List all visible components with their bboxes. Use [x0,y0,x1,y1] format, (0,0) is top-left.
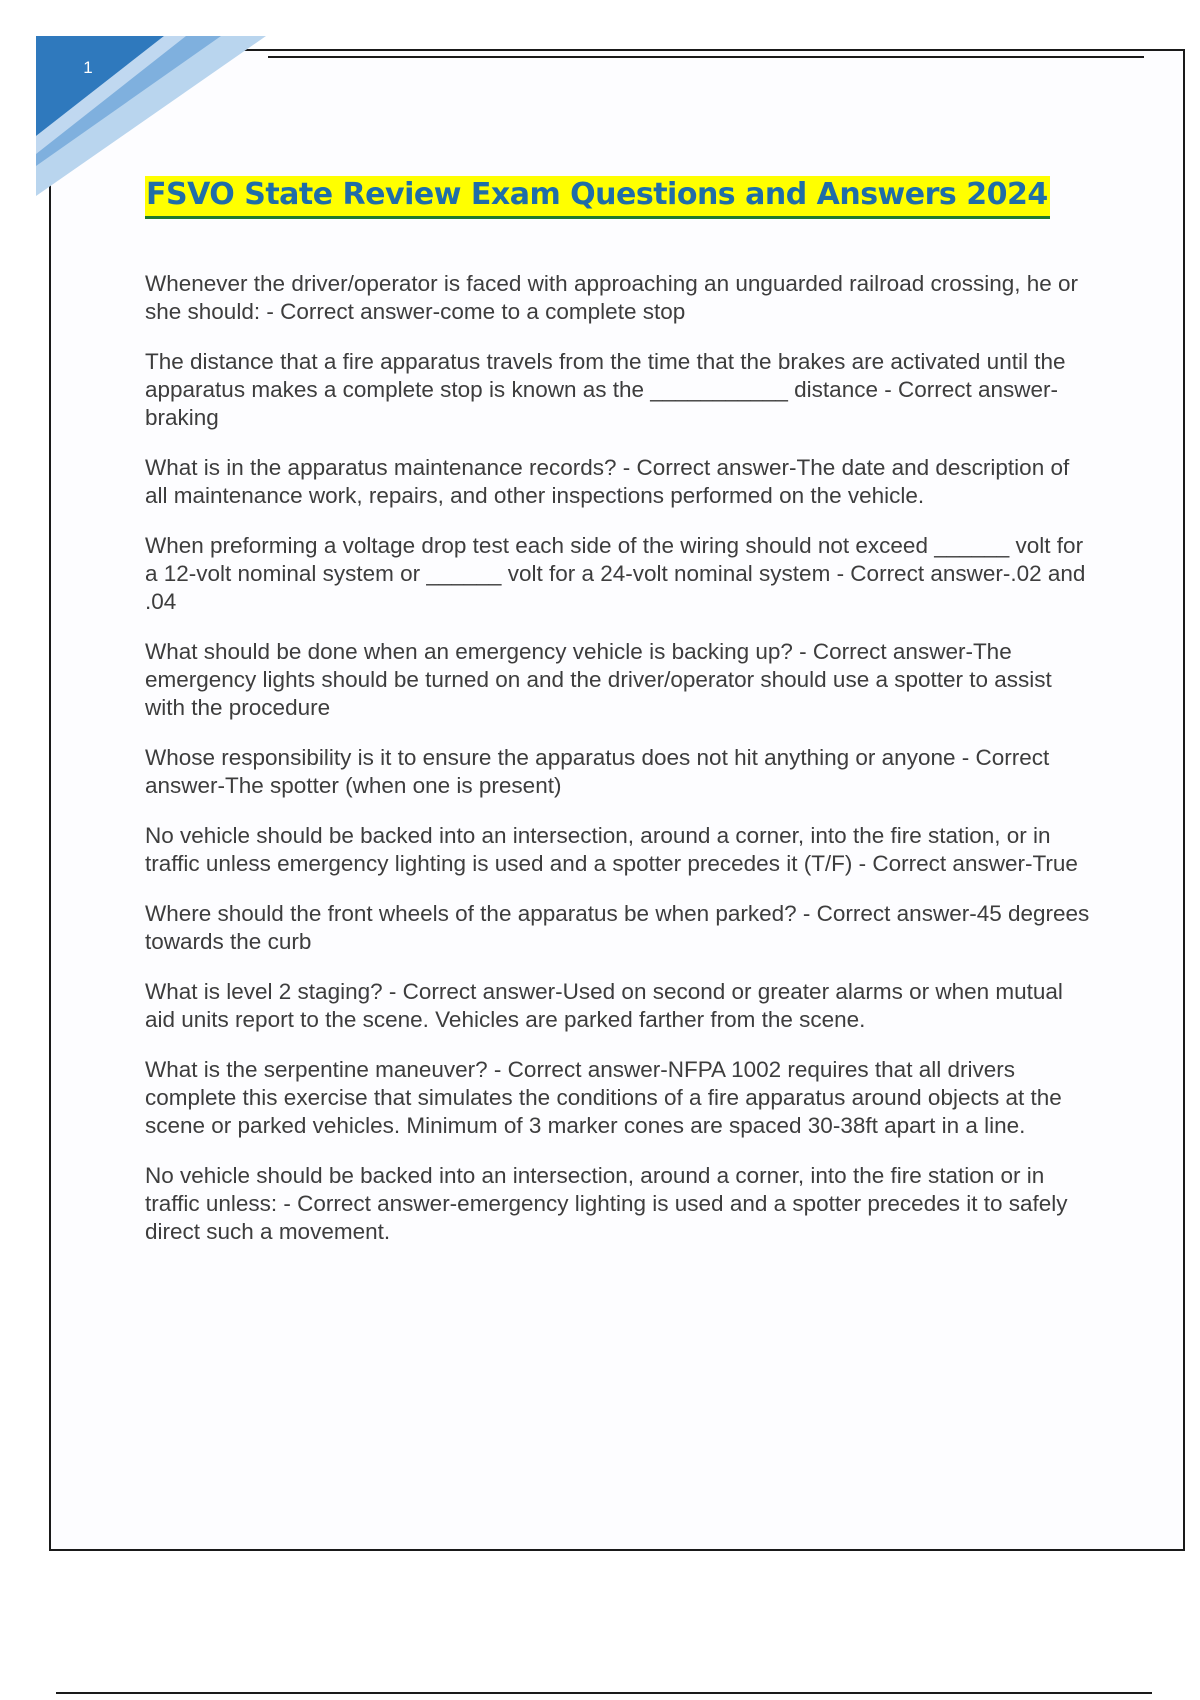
qa-item-11: No vehicle should be backed into an intersection, around a corner, into the fire station or in traffic unless: - Correct answer-emergency lighting is used and a spotter precedes it to safely direct such a movement. [145,1163,1068,1244]
qa-item-1: Whenever the driver/operator is faced with approaching an unguarded railroad crossing, he or she should: - Correct answer-come to a complete stop [145,271,1079,324]
qa-item-8: Where should the front wheels of the apparatus be when parked? - Correct answer-45 degrees towards the curb [145,901,1090,954]
qa-item-7: No vehicle should be backed into an intersection, around a corner, into the fire station, or in traffic unless emergency lighting is used and a spotter precedes it (T/F) - Correct answer-True [145,823,1078,876]
qa-item-6: Whose responsibility is it to ensure the apparatus does not hit anything or anyone - Correct answer-The spotter (when one is present) [145,745,1050,798]
qa-item-9: What is level 2 staging? - Correct answer-Used on second or greater alarms or when mutual aid units report to the scene. Vehicles are parked farther from the scene. [145,979,1063,1032]
qa-item-10: What is the serpentine maneuver? - Correct answer-NFPA 1002 requires that all drivers complete this exercise that simulates the conditions of a fire apparatus around objects at the scene or parked vehicles. Minimum of 3 marker cones are spaced 30-38ft apart in a line. [145,1057,1062,1138]
document-title: FSVO State Review Exam Questions and Answers 2024 [145,176,1050,219]
top-rule [268,56,1144,58]
bottom-rule [56,1692,1152,1694]
page-number: 1 [83,58,93,77]
qa-item-3: What is in the apparatus maintenance records? - Correct answer-The date and description of all maintenance work, repairs, and other inspections performed on the vehicle. [145,455,1070,508]
qa-item-4: When preforming a voltage drop test each side of the wiring should not exceed ______ volt for a 12-volt nominal system or ______ volt for a 24-volt nominal system - Correct answer-.02 and .04 [145,533,1086,614]
qa-item-2: The distance that a fire apparatus travels from the time that the brakes are activated until the apparatus makes a complete stop is known as the ___________ distance - Correct answer-braking [145,349,1066,430]
corner-decoration [36,36,276,196]
qa-list [145,270,1090,1268]
qa-item-5: What should be done when an emergency vehicle is backing up? - Correct answer-The emergency lights should be turned on and the driver/operator should use a spotter to assist with the procedure [145,639,1052,720]
